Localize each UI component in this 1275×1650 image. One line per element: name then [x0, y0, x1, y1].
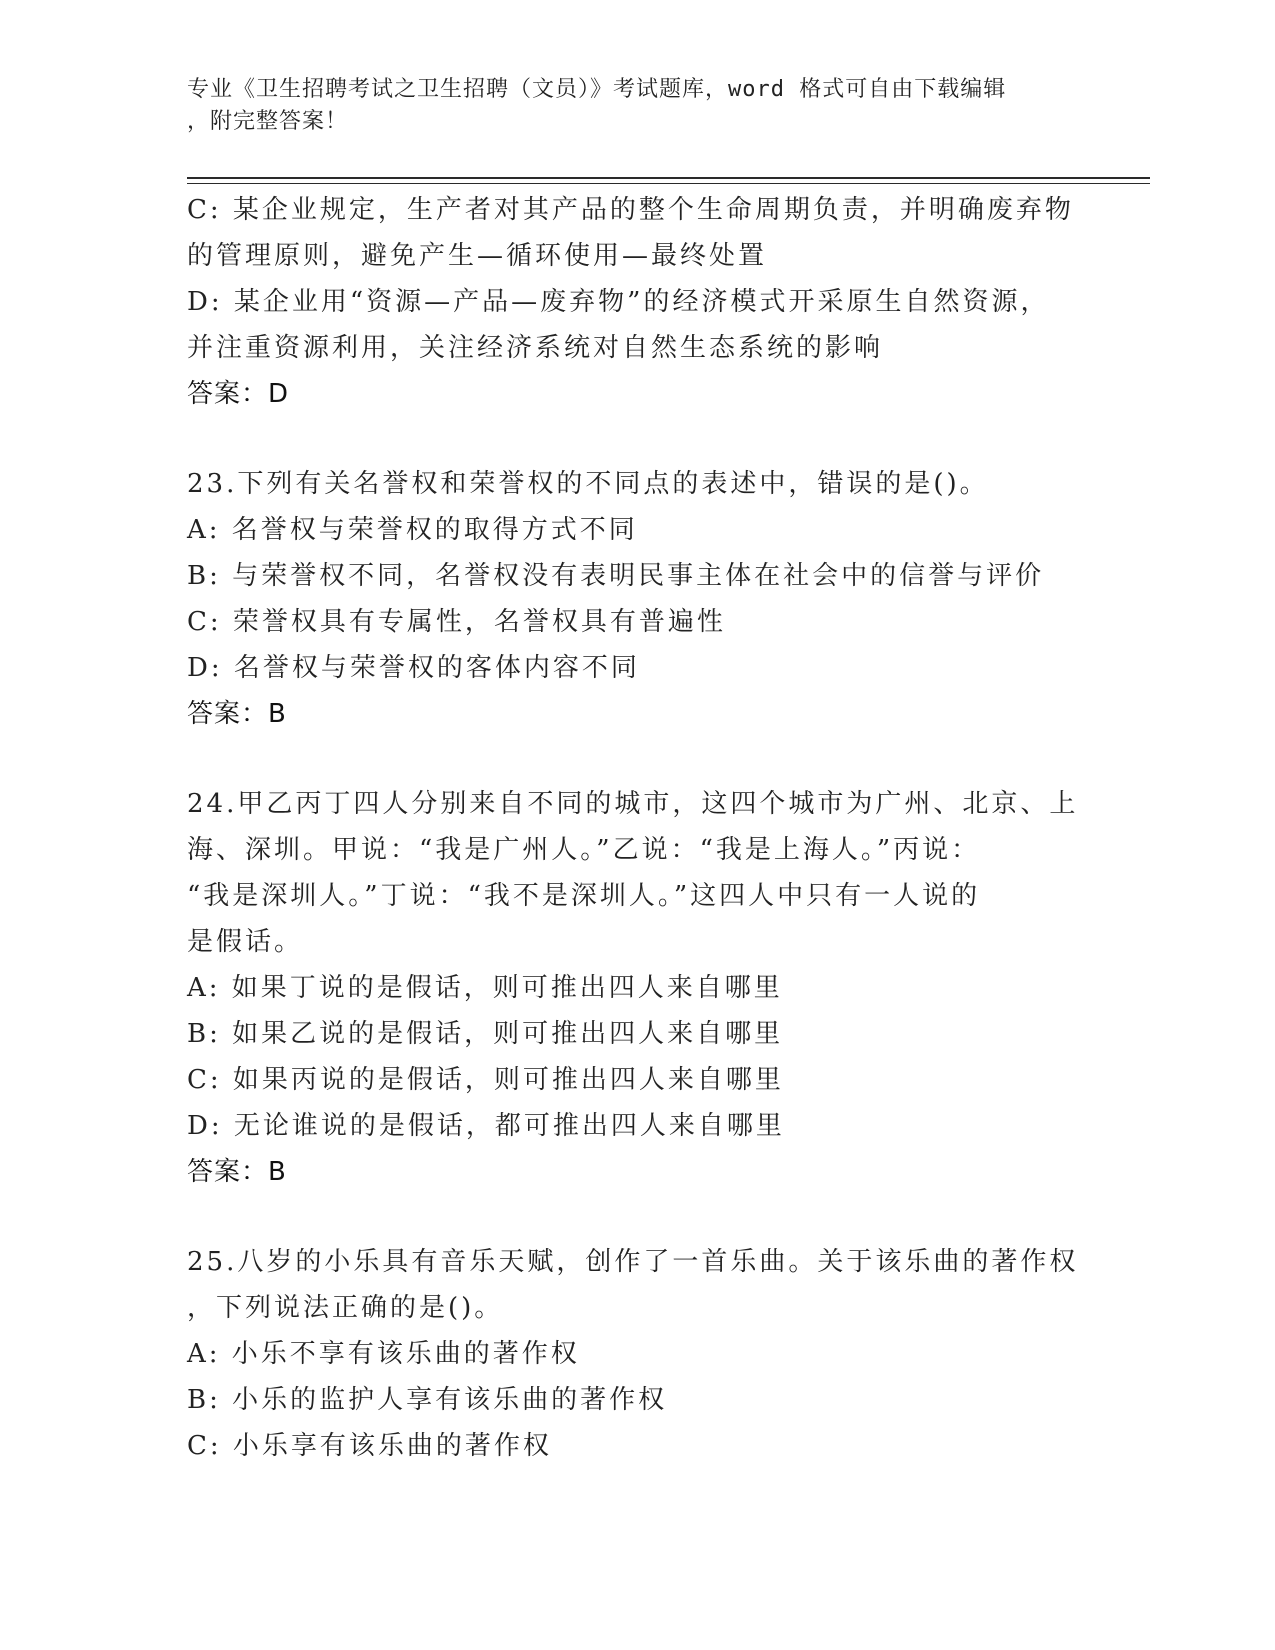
option-d-line-1: D: 某企业用“资源—产品—废弃物”的经济模式开采原生自然资源，	[187, 287, 1050, 317]
question-23	[187, 461, 1087, 737]
question-stem-line-1: 24.甲乙丙丁四人分别来自不同的城市，这四个城市为广州、北京、上	[187, 789, 1079, 819]
document-header	[187, 74, 1067, 138]
question-22-continued	[187, 187, 1087, 417]
header-line-1: 专业《卫生招聘考试之卫生招聘（文员）》考试题库，word 格式可自由下载编辑	[187, 77, 1007, 102]
question-list	[187, 187, 1087, 1469]
option-b: B: 小乐的监护人享有该乐曲的著作权	[187, 1385, 668, 1415]
option-a: A: 名誉权与荣誉权的取得方式不同	[187, 515, 638, 545]
spacer	[187, 737, 1087, 781]
spacer	[187, 1195, 1087, 1239]
option-c: C: 小乐享有该乐曲的著作权	[187, 1431, 552, 1461]
answer-line: 答案：B	[187, 1157, 287, 1187]
question-stem-line-1: 25.八岁的小乐具有音乐天赋，创作了一首乐曲。关于该乐曲的著作权	[187, 1247, 1079, 1277]
header-divider	[187, 177, 1150, 179]
spacer	[187, 417, 1087, 461]
option-c: C: 如果丙说的是假话，则可推出四人来自哪里	[187, 1065, 784, 1095]
question-stem: 23.下列有关名誉权和荣誉权的不同点的表述中，错误的是()。	[187, 469, 989, 499]
question-stem-line-2: ，下列说法正确的是()。	[187, 1293, 504, 1323]
option-c: C: 荣誉权具有专属性，名誉权具有普遍性	[187, 607, 726, 637]
option-c-line-1: C: 某企业规定，生产者对其产品的整个生命周期负责，并明确废弃物	[187, 195, 1074, 225]
option-c-line-2: 的管理原则，避免产生—循环使用—最终处置	[187, 241, 768, 271]
question-stem-line-2: 海、深圳。甲说：“我是广州人。”乙说：“我是上海人。”丙说：	[187, 835, 981, 865]
option-a: A: 小乐不享有该乐曲的著作权	[187, 1339, 580, 1369]
question-stem-line-3: “我是深圳人。”丁说：“我不是深圳人。”这四人中只有一人说的	[187, 881, 981, 911]
answer-line: 答案：D	[187, 379, 290, 409]
question-25	[187, 1239, 1087, 1469]
option-a: A: 如果丁说的是假话，则可推出四人来自哪里	[187, 973, 783, 1003]
option-d: D: 名誉权与荣誉权的客体内容不同	[187, 653, 640, 683]
answer-line: 答案：B	[187, 699, 287, 729]
header-line-2: ，附完整答案！	[187, 109, 349, 134]
option-d-line-2: 并注重资源利用，关注经济系统对自然生态系统的影响	[187, 333, 884, 363]
option-b: B: 如果乙说的是假话，则可推出四人来自哪里	[187, 1019, 784, 1049]
question-stem-line-4: 是假话。	[187, 927, 304, 957]
header-divider-thin	[187, 183, 1150, 184]
option-b: B: 与荣誉权不同，名誉权没有表明民事主体在社会中的信誉与评价	[187, 561, 1045, 591]
option-d: D: 无论谁说的是假话，都可推出四人来自哪里	[187, 1111, 785, 1141]
question-24	[187, 781, 1087, 1195]
